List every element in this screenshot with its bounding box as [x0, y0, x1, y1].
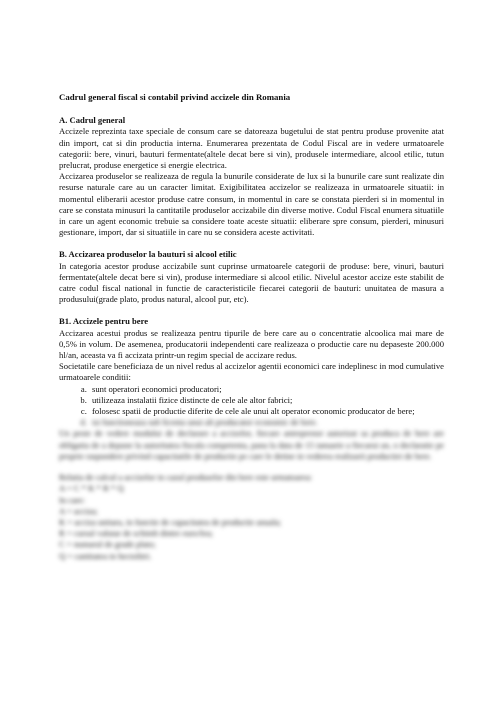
section-b [59, 249, 444, 305]
blurred-paragraph: Un peste de vedere modului de declarare a accizelor, fiecare antreprenor autorizat sa produca de bere are obligatia de a depune la autoritatea fiscala competenta, pana la data de 15 ianuarie a fiecarui an, o declaratie pe proprie raspundere privind capacitatile de productie pe care le detine in vederea realizarii productiei de bere. [59, 428, 444, 461]
where-line: In care: [59, 494, 85, 505]
blurred-paragraph: Relatia de calcul a accizelor in cazul produselor din bere este urmatoarea: [59, 472, 313, 483]
list-item: c. folosesc spatii de productie diferite de cele ale unui alt operator economic producator de bere; [89, 406, 444, 417]
conditions-list [59, 384, 444, 429]
list-item: d. isi functioneaza sub licenta unui alt producator economic de bere. [89, 417, 444, 428]
list-item: a. sunt operatori economici producatori; [89, 384, 444, 395]
list-item: Q = cantitatea in hectolitri. [59, 550, 152, 561]
section-a-paragraph: Accizele reprezinta taxe speciale de consum care se datoreaza bugetului de stat pentru produse provenite atat din import, cat si din productia interna. Enumerarea prezentata de Codul Fiscal are in vedere urmatoarele categorii: bere, vinuri, bauturi fermentate(altele decat bere si vin), produsele intermediare, alcool etilic, tutun prelucrat, produse energetice si energie electrica. [59, 126, 444, 171]
document-title: Cadrul general fiscal si contabil privind accizele din Romania [59, 92, 291, 102]
document-content [59, 92, 444, 562]
section-a-paragraph: Accizarea produselor se realizeaza de regula la bunurile considerate de lux si la bunurile care sunt realizate din resurse naturale care au un caracter limitat. Exigibilitatea accizelor se realizeaza in urmatoarele situatii: in momentul eliberarii acestor produse catre consum, in momentul in care se constata pierderi si in momentul in care se constata minusuri la cantitatile produselor accizabile din diverse motive. Codul Fiscal enumera situatiile in care un agent economic trebuie sa considere toate aceste situatii: eliberare spre consum, pierderi, minusuri gestionare, import, dar si situatiile in care nu se considera aceste activitati. [59, 171, 444, 238]
section-b1 [59, 316, 444, 428]
section-b1-heading: B1. Accizele pentru bere [59, 316, 149, 327]
section-b1-paragraph: Accizarea acestui produs se realizeaza pentru tipurile de bere care au o concentratie alcoolica mai mare de 0,5% in volum. De asemenea, producatorii independenti care realizeaza o productie care nu depaseste 200.000 hl/an, aceasta va fi accizata printr-un regim special de accizare redus. [59, 327, 444, 361]
list-item: K = acciza unitara, in functie de capacitatea de productie anuala; [59, 516, 282, 527]
formula-line: A = C * K * R * Q [59, 483, 124, 494]
section-a-heading: A. Cadrul general [59, 115, 126, 126]
list-item: R = cursul valutar de schimb dintre euro/leu; [59, 528, 214, 539]
list-item: A = acciza; [59, 505, 98, 516]
list-item: C = numarul de grade plato; [59, 539, 156, 550]
section-a [59, 115, 444, 238]
definitions-list [59, 506, 444, 562]
section-b1-paragraph: Societatile care beneficiaza de un nivel redus al accizelor agentii economici care indeplinesc in mod cumulative urmatoarele conditii: [59, 361, 444, 383]
section-b-paragraph: In categoria acestor produse accizabile sunt cuprinse urmatoarele categorii de produse: bere, vinuri, bauturi fermentate(altele decat bere si vin), produse intermediare si alcool etilic. Nivelul acestor accize este stabilit de catre codul fiscal national in functie de caracteristicile fiecarei categorii de bauturi: unuitatea de masura a produsului(grade plato, produs natural, alcool pur, etc). [59, 260, 444, 305]
list-item: b. utilizeaza instalatii fizice distincte de cele ale altor fabrici; [89, 395, 444, 406]
section-b-heading: B. Accizarea produselor la bauturi si alcool etilic [59, 249, 237, 260]
blurred-preview-region [59, 428, 444, 561]
